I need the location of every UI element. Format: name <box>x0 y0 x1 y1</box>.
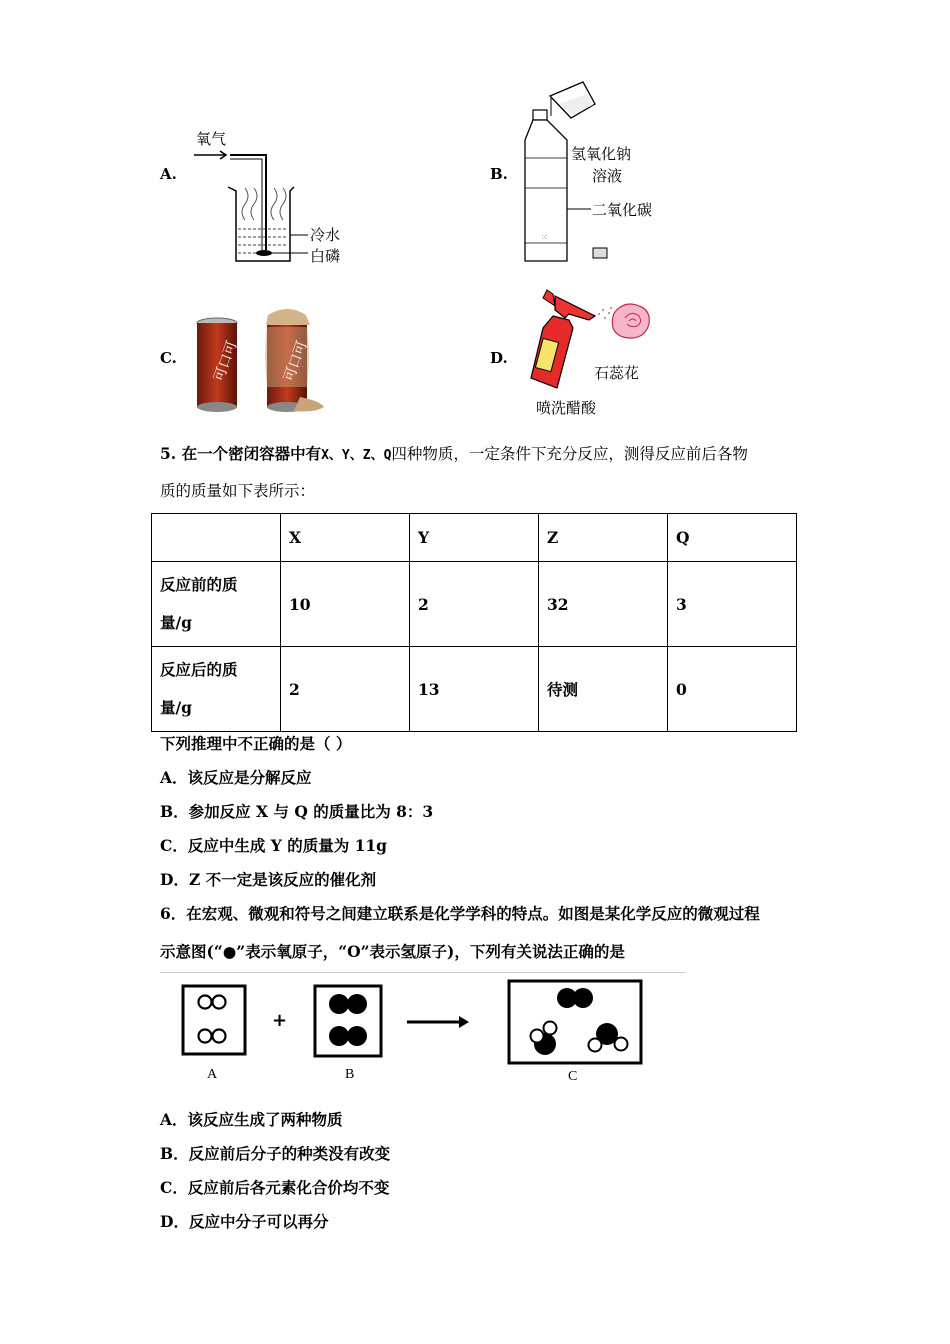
q5-option-a[interactable]: A．该反应是分解反应 <box>160 768 312 787</box>
q5-stem-rest: 四种物质，一定条件下充分反应，测得反应前后各物 <box>391 445 748 463</box>
water-lines <box>238 229 288 253</box>
reaction-arrow <box>407 1016 469 1028</box>
option-letter-d: D. <box>490 349 508 367</box>
table-cell: 32 <box>539 562 668 647</box>
cola-can-1 <box>197 318 241 412</box>
table-cell: 0 <box>668 647 797 732</box>
table-row-label <box>152 647 281 732</box>
q6-option-a[interactable]: A．该反应生成了两种物质 <box>160 1110 343 1129</box>
q5-option-d[interactable]: D．Z 不一定是该反应的催化剂 <box>160 870 377 889</box>
rose-flower <box>612 304 649 338</box>
table-cell: 3 <box>668 562 797 647</box>
label-naoh-1: 氢氧化钠 <box>571 145 632 163</box>
beaker <box>228 187 294 261</box>
table-cell: 待测 <box>539 647 668 732</box>
option-letter-b: B. <box>490 165 508 183</box>
q6-option-b[interactable]: B．反应前后分子的种类没有改变 <box>160 1144 391 1163</box>
row-label-line: 量/g <box>160 613 192 632</box>
plus-sign: + <box>272 1010 288 1031</box>
table-header-cell: Z <box>539 514 668 562</box>
cola-cans-figure <box>190 305 330 417</box>
row-label-line: 反应前的质 <box>160 575 238 594</box>
table-row <box>152 562 797 647</box>
table-row <box>152 647 797 732</box>
q5-stem-line1 <box>160 444 748 466</box>
oxygen-arrow <box>194 151 226 159</box>
table-row-label <box>152 562 281 647</box>
table-cell: 2 <box>281 647 410 732</box>
bottle-cap <box>593 248 607 258</box>
table-header-cell: X <box>281 514 410 562</box>
q6-option-c[interactable]: C．反应前后各元素化合价均不变 <box>160 1178 390 1197</box>
q6-stem-line2: 示意图(“●”表示氧原子，“O”表示氢原子)，下列有关说法正确的是 <box>160 942 625 961</box>
table-header-cell: Y <box>410 514 539 562</box>
label-co2: 二氧化碳 <box>592 201 653 219</box>
option-letter-c: C. <box>160 349 177 367</box>
white-phosphorus <box>256 250 272 256</box>
caption-a: A <box>207 1067 218 1082</box>
caption-b: B <box>345 1067 355 1082</box>
label-cold-water: 冷水 <box>310 226 341 244</box>
q5-stem-line2: 质的质量如下表所示： <box>160 482 316 500</box>
label-spray-vinegar: 喷洗醋酸 <box>536 399 597 417</box>
option-letter-a: A. <box>160 165 177 183</box>
q6-stem-line1: 6．在宏观、微观和符号之间建立联系是化学学科的特点。如图是某化学反应的微观过程 <box>160 904 760 923</box>
q5-prompt: 下列推理中不正确的是（ ） <box>160 734 352 753</box>
label-litmus-flower: 石蕊花 <box>594 364 640 382</box>
label-naoh-2: 溶液 <box>592 167 623 185</box>
svg-text:可口可: 可口可 <box>281 338 311 384</box>
svg-text:可口可: 可口可 <box>211 338 241 384</box>
row-label-line: 量/g <box>160 698 192 717</box>
box-b <box>315 986 381 1056</box>
table-cell: 2 <box>410 562 539 647</box>
table-header-row <box>152 514 797 562</box>
svg-text:⁙: ⁙ <box>541 233 548 242</box>
caption-c: C <box>568 1069 578 1084</box>
table-cell: 13 <box>410 647 539 732</box>
q5-option-c[interactable]: C．反应中生成 Y 的质量为 11g <box>160 836 387 855</box>
q5-number: 5. <box>160 444 177 463</box>
box-a <box>183 986 245 1054</box>
q6-micro-diagram <box>175 978 655 1088</box>
steam-lines <box>242 188 286 220</box>
table-header-cell <box>152 514 281 562</box>
q5-mass-table <box>151 513 797 732</box>
q6-option-d[interactable]: D．反应中分子可以再分 <box>160 1212 329 1231</box>
box-c <box>509 981 641 1063</box>
spray-figure <box>525 288 660 393</box>
q6-divider <box>160 972 685 973</box>
table-header-cell: Q <box>668 514 797 562</box>
q5-stem-bold: 在一个密闭容器中有 <box>181 444 322 463</box>
cola-can-2 <box>265 309 324 412</box>
label-white-phosphorus: 白磷 <box>310 247 341 265</box>
label-oxygen: 氧气 <box>196 130 227 148</box>
row-label-line: 反应后的质 <box>160 660 238 679</box>
q5-option-b[interactable]: B．参加反应 X 与 Q 的质量比为 8：3 <box>160 802 434 821</box>
q5-stem-vars: X、Y、Z、Q <box>321 448 392 463</box>
table-cell: 10 <box>281 562 410 647</box>
